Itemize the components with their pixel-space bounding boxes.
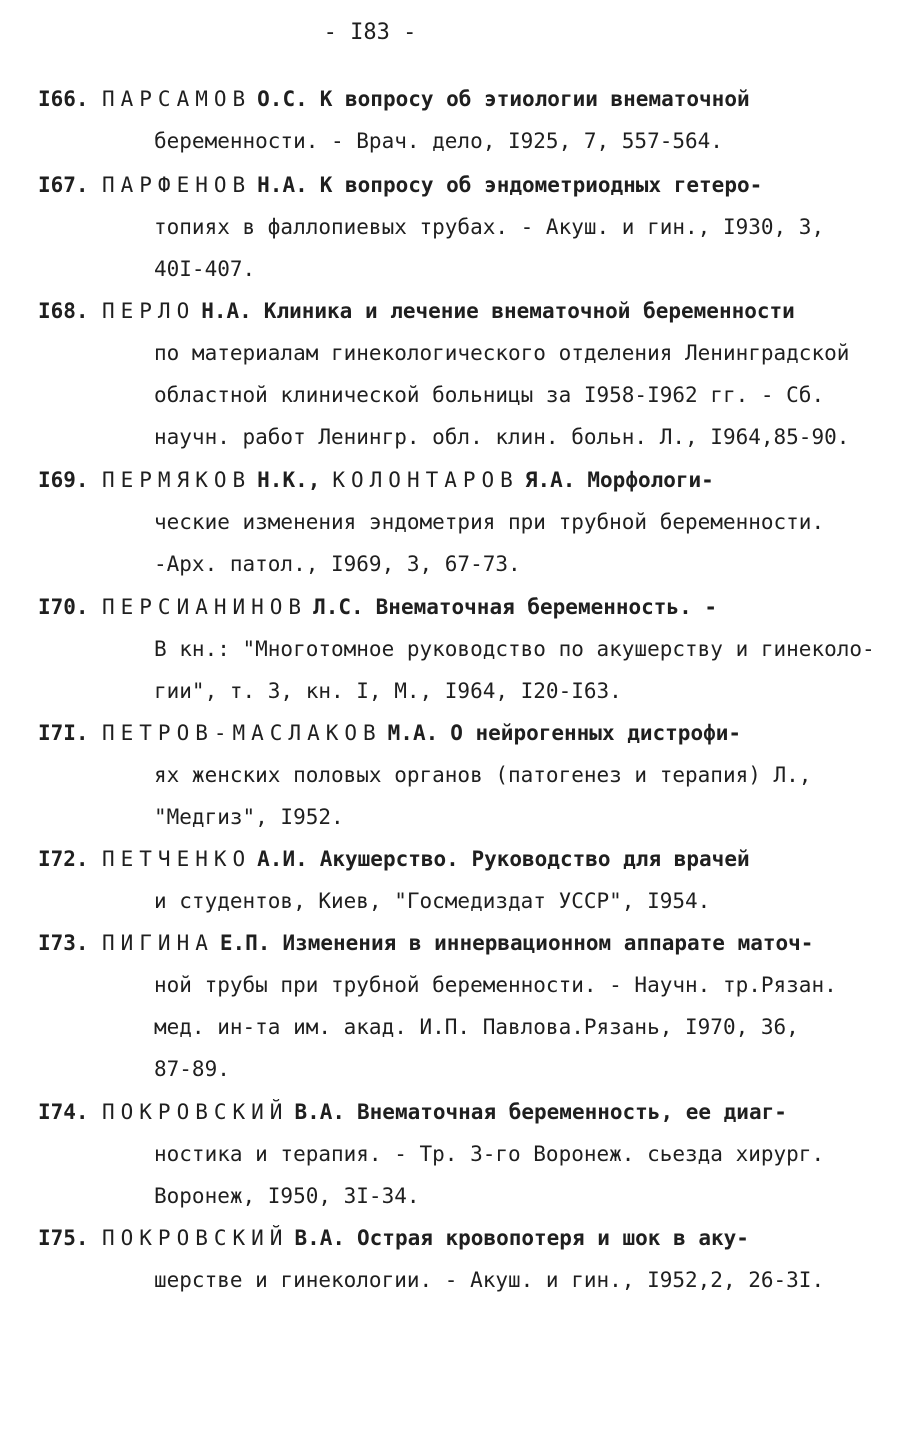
- entry-continuation: гии", т. 3, кн. I, М., I964, I20-I63.: [154, 679, 622, 703]
- entry-title-start: Изменения в иннервационном аппарате маточ-: [282, 931, 814, 955]
- entry-author: ПЕРСИАНИНОВ: [102, 595, 308, 619]
- entry-number: I69.: [38, 468, 89, 492]
- entry-continuation: мед. ин-та им. акад. И.П. Павлова.Рязань, I970, 36,: [154, 1015, 799, 1039]
- entry-first-line: [38, 459, 908, 501]
- entry-continuation: ческие изменения эндометрия при трубной беременности.: [154, 510, 825, 534]
- entry-title-start: О нейрогенных дистрофи-: [450, 721, 742, 745]
- entry-first-line: [38, 1217, 908, 1259]
- page-number: - I83 -: [323, 20, 417, 45]
- entry-first-line: [38, 78, 908, 120]
- entry-title-start: Внематочная беременность. -: [375, 595, 718, 619]
- bibliography-entry: [38, 1091, 908, 1217]
- entry-title-start: К вопросу об этиологии внематочной: [319, 87, 750, 111]
- bibliography-entry: [38, 922, 908, 1090]
- entry-coauthor-initials: Я.А.: [524, 468, 576, 492]
- entry-number: I68.: [38, 299, 89, 323]
- bibliography-entry: [38, 838, 908, 922]
- entry-number: I67.: [38, 173, 89, 197]
- entry-number: I7I.: [38, 721, 89, 745]
- entry-continuation: ностика и терапия. - Тр. 3-го Воронеж. сьезда хирург.: [154, 1142, 825, 1166]
- entry-first-line: [38, 712, 908, 754]
- entry-initials: Л.С.: [313, 595, 364, 619]
- entry-author: ПОКРОВСКИЙ: [102, 1226, 289, 1250]
- entry-continuation: В кн.: "Многотомное руководство по акушерству и гинеколо-: [154, 637, 875, 661]
- entry-continuation: ной трубы при трубной беременности. - Научн. тр.Рязан.: [154, 973, 837, 997]
- entry-continuation: по материалам гинекологического отделения Ленинградской: [154, 341, 850, 365]
- entry-number: I74.: [38, 1100, 89, 1124]
- entry-continuation: -Арх. патол., I969, 3, 67-73.: [154, 552, 521, 576]
- entry-continuation: "Медгиз", I952.: [154, 805, 344, 829]
- entry-continuation: 87-89.: [154, 1057, 230, 1081]
- entry-continuation: Воронеж, I950, 3I-34.: [154, 1184, 420, 1208]
- entry-first-line: [38, 586, 908, 628]
- entry-continuation: и студентов, Киев, "Госмедиздат УССР", I954.: [154, 889, 711, 913]
- entry-title-start: Морфологи-: [587, 468, 714, 492]
- bibliography-entry: [38, 164, 908, 290]
- entry-title-start: Клиника и лечение внематочной беременности: [263, 299, 795, 323]
- entry-title-start: Акушерство. Руководство для врачей: [319, 847, 750, 871]
- bibliography-entry: [38, 712, 908, 838]
- entry-initials: Н.А.: [201, 299, 252, 323]
- entry-continuation: областной клинической больницы за I958-I962 гг. - Сб.: [154, 383, 825, 407]
- entry-author: ПЕТЧЕНКО: [102, 847, 252, 871]
- entry-first-line: [38, 1091, 908, 1133]
- entry-initials: В.А.: [294, 1100, 346, 1124]
- entry-continuation: ях женских половых органов (патогенез и терапия) Л.,: [154, 763, 812, 787]
- entry-initials: Е.П.: [219, 931, 271, 955]
- bibliography-entry: [38, 1217, 908, 1301]
- entry-title-start: Острая кровопотеря и шок в аку-: [357, 1226, 749, 1250]
- entry-initials: О.С.: [257, 87, 308, 111]
- entry-author: ПАРФЕНОВ: [102, 173, 252, 197]
- entry-initials: Н.А.: [257, 173, 308, 197]
- entry-title-start: К вопросу об эндометриодных гетеро-: [319, 173, 763, 197]
- entry-initials: В.А.: [294, 1226, 346, 1250]
- entry-number: I75.: [38, 1226, 89, 1250]
- entry-first-line: [38, 922, 908, 964]
- entry-author: ПАРСАМОВ: [102, 87, 252, 111]
- bibliography-entry: [38, 459, 908, 585]
- entry-number: I70.: [38, 595, 89, 619]
- entry-author: ПЕРЛО: [102, 299, 196, 323]
- bibliography-entry: [38, 78, 908, 162]
- bibliography-entry: [38, 290, 908, 458]
- entry-author: ПЕТРОВ-МАСЛАКОВ: [102, 721, 382, 745]
- entry-initials: Н.К.,: [257, 468, 321, 492]
- entry-continuation: научн. работ Ленингр. обл. клин. больн. Л., I964,85-90.: [154, 425, 850, 449]
- entry-first-line: [38, 290, 908, 332]
- entry-initials: А.И.: [257, 847, 308, 871]
- entry-author: ПОКРОВСКИЙ: [102, 1100, 289, 1124]
- entry-number: I72.: [38, 847, 89, 871]
- entry-author: ПЕРМЯКОВ: [102, 468, 252, 492]
- entry-continuation: шерстве и гинекологии. - Акуш. и гин., I952,2, 26-3I.: [154, 1268, 825, 1292]
- entry-coauthor: КОЛОНТАРОВ: [332, 468, 519, 492]
- entry-number: I73.: [38, 931, 89, 955]
- bibliography-entry: [38, 586, 908, 712]
- entry-title-start: Внематочная беременность, ее диаг-: [357, 1100, 787, 1124]
- entry-number: I66.: [38, 87, 89, 111]
- entry-continuation: топиях в фаллопиевых трубах. - Акуш. и гин., I930, 3,: [154, 215, 825, 239]
- entry-author: ПИГИНА: [102, 931, 214, 955]
- entry-first-line: [38, 838, 908, 880]
- entry-continuation: 40I-407.: [154, 257, 256, 281]
- entry-continuation: беременности. - Врач. дело, I925, 7, 557-564.: [154, 129, 723, 153]
- entry-first-line: [38, 164, 908, 206]
- entry-initials: М.А.: [387, 721, 439, 745]
